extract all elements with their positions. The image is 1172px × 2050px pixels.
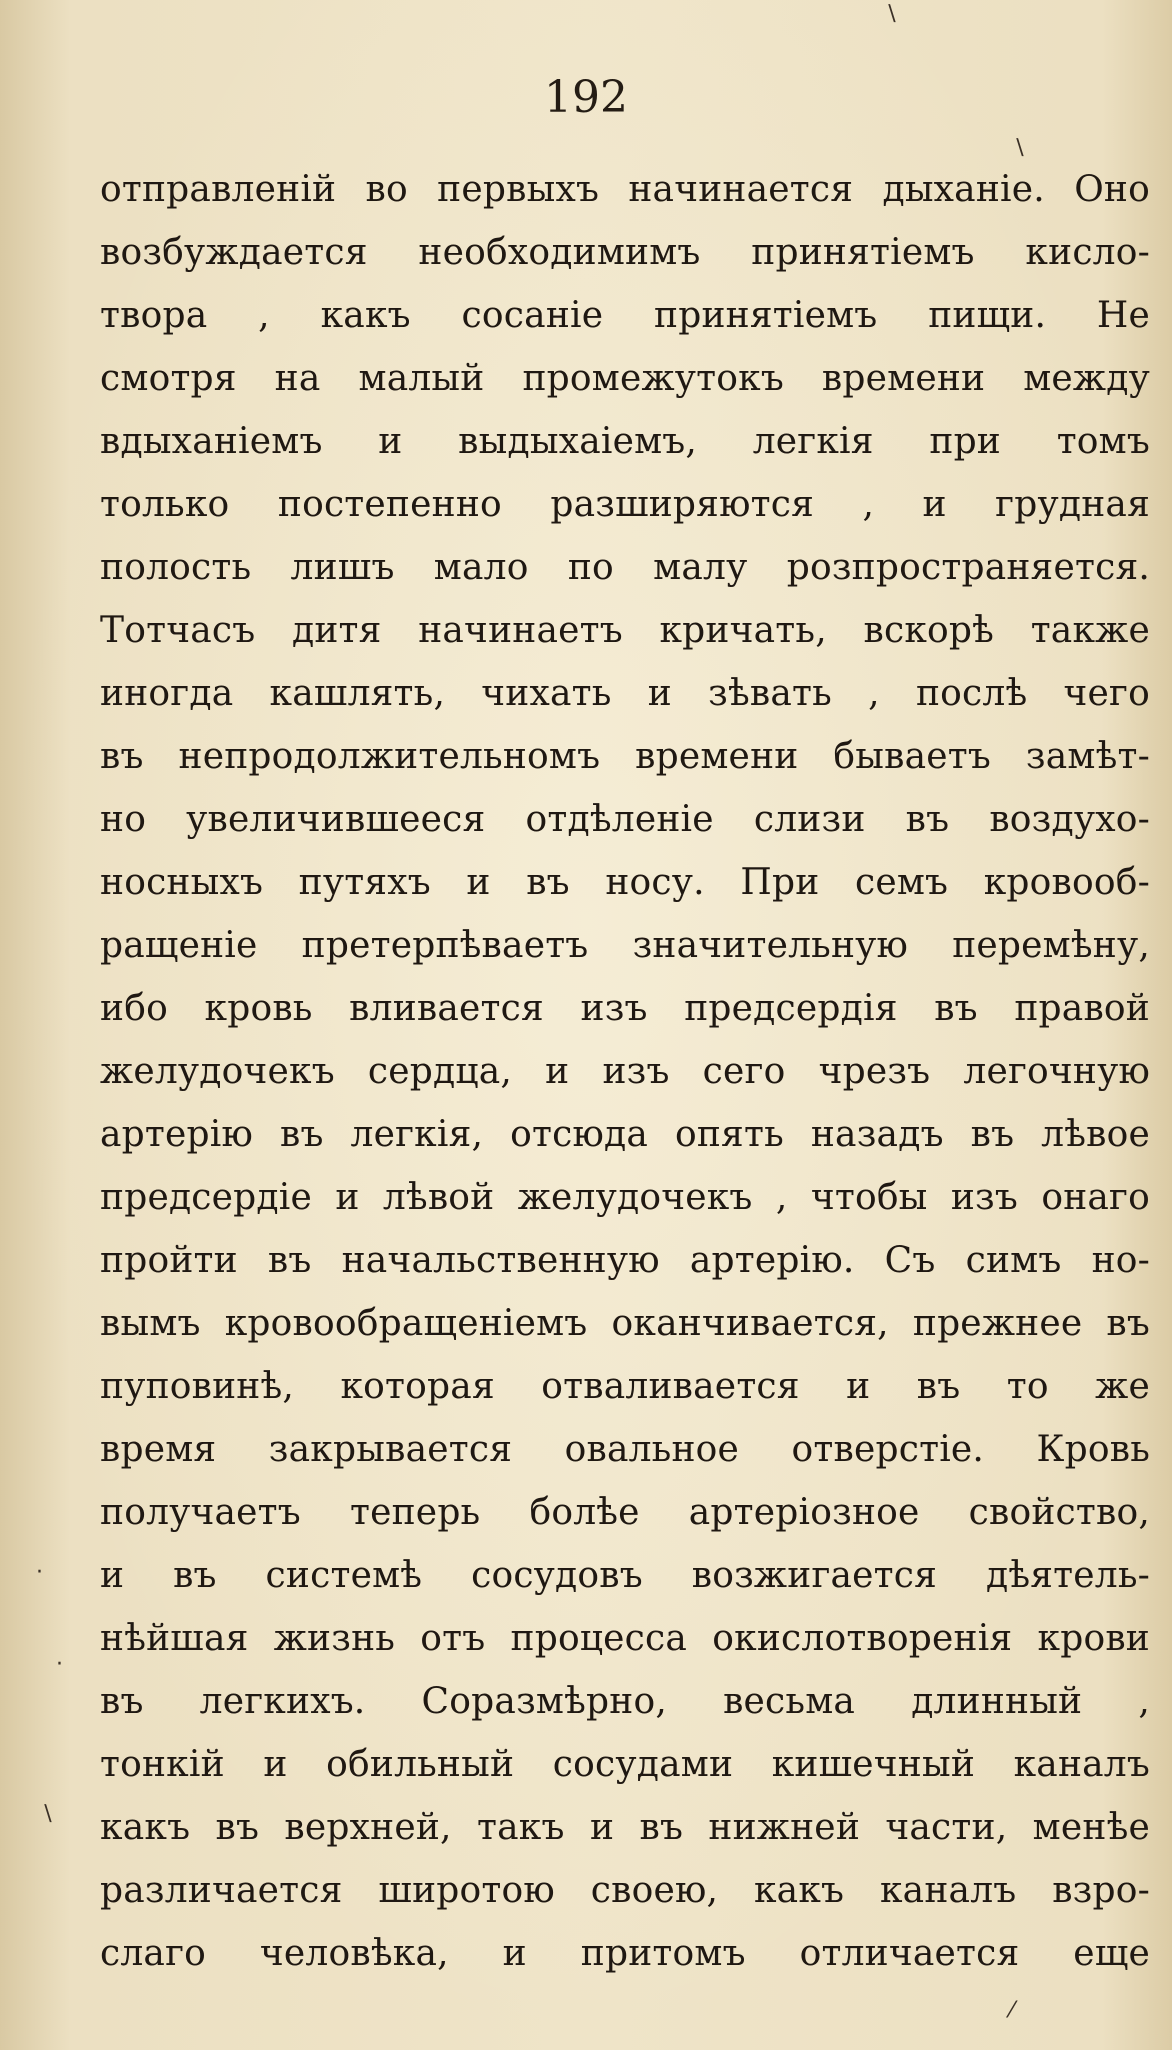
- text-line: пуповинѣ, которая отваливается и въ то же: [100, 1366, 1150, 1407]
- text-line: вымъ кровообращеніемъ оканчивается, прежнее въ: [100, 1303, 1150, 1344]
- text-line: но увеличившееся отдѣленіе слизи въ воздухо-: [100, 799, 1150, 840]
- margin-speck: ·: [56, 1652, 63, 1677]
- text-line: смотря на малый промежутокъ времени между: [100, 358, 1150, 399]
- text-line: носныхъ путяхъ и въ носу. При семъ кровооб-: [100, 862, 1150, 903]
- text-line: различается широтою своею, какъ каналъ взро-: [100, 1870, 1150, 1911]
- text-line: въ легкихъ. Соразмѣрно, весьма длинный ,: [100, 1681, 1150, 1722]
- text-line: желудочекъ сердца, и изъ сего чрезъ легочную: [100, 1051, 1150, 1092]
- text-line: нѣйшая жизнь отъ процесса окислотворенія крови: [100, 1618, 1150, 1659]
- text-line: Тотчасъ дитя начинаетъ кричать, вскорѣ также: [100, 610, 1150, 651]
- text-line: получаетъ теперь болѣе артеріозное свойство,: [100, 1492, 1150, 1533]
- text-line: ибо кровь вливается изъ предсердія въ правой: [100, 988, 1150, 1029]
- text-line: только постепенно разширяются , и грудная: [100, 484, 1150, 525]
- text-line: ращеніе претерпѣваетъ значительную перемѣну,: [100, 925, 1150, 966]
- margin-speck: ∖: [40, 1802, 55, 1827]
- text-line: возбуждается необходимимъ принятіемъ кисло-: [100, 232, 1150, 273]
- margin-speck: ·: [36, 1560, 43, 1585]
- margin-speck: ⁄: [1010, 1998, 1014, 2023]
- margin-speck: ∖: [884, 2, 899, 27]
- text-line: полость лишъ мало по малу розпространяется.: [100, 547, 1150, 588]
- text-line: какъ въ верхней, такъ и въ нижней части, менѣе: [100, 1807, 1150, 1848]
- text-line: и въ системѣ сосудовъ возжигается дѣятель-: [100, 1555, 1150, 1596]
- text-line: отправленій во первыхъ начинается дыханіе. Оно: [100, 169, 1150, 210]
- text-line: иногда кашлять, чихать и зѣвать , послѣ чего: [100, 673, 1150, 714]
- text-line: предсердіе и лѣвой желудочекъ , чтобы изъ онаго: [100, 1177, 1150, 1218]
- text-line: пройти въ начальственную артерію. Съ симъ но-: [100, 1240, 1150, 1281]
- text-line: тонкій и обильный сосудами кишечный каналъ: [100, 1744, 1150, 1785]
- text-line: артерію въ легкія, отсюда опять назадъ въ лѣвое: [100, 1114, 1150, 1155]
- text-line: вдыханіемъ и выдыхаіемъ, легкія при томъ: [100, 421, 1150, 462]
- text-line: твора , какъ сосаніе принятіемъ пищи. Не: [100, 295, 1150, 336]
- text-line: время закрывается овальное отверстіе. Кровь: [100, 1429, 1150, 1470]
- margin-speck: ∖: [1012, 136, 1027, 161]
- page-number: 192: [544, 72, 628, 123]
- body-text: [100, 158, 1150, 1985]
- text-line: въ непродолжительномъ времени бываетъ замѣт-: [100, 736, 1150, 777]
- text-line: слаго человѣка, и притомъ отличается еще: [100, 1933, 1150, 1974]
